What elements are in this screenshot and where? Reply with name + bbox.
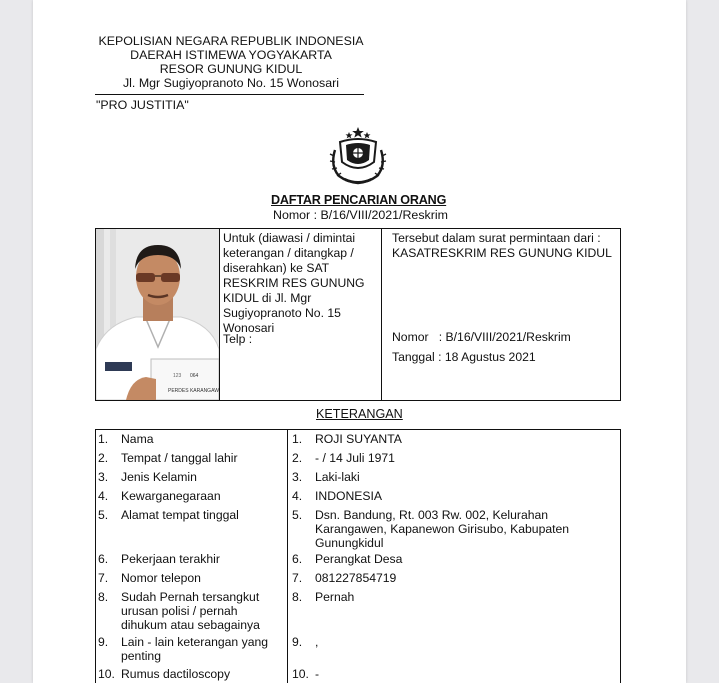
row-value: - / 14 Juli 1971 bbox=[315, 451, 395, 465]
letterhead-address: Jl. Mgr Sugiyopranoto No. 15 Wonosari bbox=[122, 76, 340, 90]
row-number: 6. bbox=[98, 552, 109, 566]
row-value: Dsn. Bandung, Rt. 003 Rw. 002, Kelurahan Karangawen, Kapanewon Girisubo, Kabupaten Gunungkidul bbox=[315, 508, 570, 550]
request-date-label: Tanggal bbox=[392, 350, 435, 364]
row-value: Pernah bbox=[315, 590, 355, 604]
request-date bbox=[392, 350, 536, 364]
document-page bbox=[33, 0, 686, 683]
value-number: 10. bbox=[292, 667, 309, 681]
request-number bbox=[392, 330, 571, 344]
request-date-value: : 18 Agustus 2021 bbox=[438, 350, 536, 364]
row-number: 7. bbox=[98, 571, 109, 585]
request-label: Tersebut dalam surat permintaan dari : bbox=[392, 231, 601, 245]
value-number: 4. bbox=[292, 489, 303, 503]
row-value: - bbox=[315, 667, 320, 681]
letterhead-line-2: DAERAH ISTIMEWA YOGYAKARTA bbox=[130, 48, 332, 62]
value-number: 5. bbox=[292, 508, 303, 522]
value-number: 2. bbox=[292, 451, 303, 465]
value-number: 7. bbox=[292, 571, 303, 585]
request-number-label: Nomor bbox=[392, 330, 429, 344]
request-from: KASATRESKRIM RES GUNUNG KIDUL bbox=[392, 246, 612, 260]
row-label: Nama bbox=[121, 432, 154, 446]
document-number: Nomor : B/16/VIII/2021/Reskrim bbox=[273, 208, 448, 222]
table-column-divider bbox=[287, 430, 288, 683]
row-label: Tempat / tanggal lahir bbox=[121, 451, 238, 465]
row-value: Perangkat Desa bbox=[315, 552, 403, 566]
row-value: Laki-laki bbox=[315, 470, 360, 484]
police-emblem-icon bbox=[325, 126, 391, 186]
row-label: Rumus dactiloscopy bbox=[121, 667, 231, 681]
letterhead-line-1: KEPOLISIAN NEGARA REPUBLIK INDONESIA bbox=[98, 34, 364, 48]
letterhead-divider bbox=[95, 94, 364, 95]
row-label: Lain - lain keterangan yang penting bbox=[121, 635, 269, 663]
row-number: 4. bbox=[98, 489, 109, 503]
row-number: 8. bbox=[98, 590, 109, 604]
instruction-cell bbox=[220, 229, 382, 400]
row-label: Kewarganegaraan bbox=[121, 489, 221, 503]
row-label: Nomor telepon bbox=[121, 571, 201, 585]
value-number: 8. bbox=[292, 590, 303, 604]
row-number: 2. bbox=[98, 451, 109, 465]
row-number: 10. bbox=[98, 667, 115, 681]
value-number: 9. bbox=[292, 635, 303, 649]
row-value: INDONESIA bbox=[315, 489, 383, 503]
pro-justitia-label: "PRO JUSTITIA" bbox=[96, 98, 189, 112]
document-title: DAFTAR PENCARIAN ORANG bbox=[271, 193, 447, 207]
row-label: Jenis Kelamin bbox=[121, 470, 197, 484]
row-label: Alamat tempat tinggal bbox=[121, 508, 239, 522]
row-value: 081227854719 bbox=[315, 571, 397, 585]
letterhead-line-3: RESOR GUNUNG KIDUL bbox=[159, 62, 303, 76]
letterhead bbox=[97, 34, 365, 90]
suspect-photo bbox=[96, 229, 220, 400]
value-number: 3. bbox=[292, 470, 303, 484]
value-number: 1. bbox=[292, 432, 303, 446]
row-label: Sudah Pernah tersangkut urusan polisi / pernah dihukum atau sebagainya bbox=[121, 590, 260, 632]
request-number-value: : B/16/VIII/2021/Reskrim bbox=[438, 330, 571, 344]
instruction-text: Untuk (diawasi / dimintai keterangan / ditangkap / diserahkan) ke SAT RESKRIM RES GUNUNG KIDUL di Jl. Mgr Sugiyopranoto No. 15 Wonosari bbox=[223, 231, 365, 335]
row-number: 5. bbox=[98, 508, 109, 522]
details-table bbox=[95, 429, 621, 683]
row-number: 9. bbox=[98, 635, 109, 649]
row-number: 1. bbox=[98, 432, 109, 446]
name-sign-text: PERDES KARANGAW bbox=[168, 388, 219, 394]
keterangan-heading: KETERANGAN bbox=[316, 407, 403, 421]
row-number: 3. bbox=[98, 470, 109, 484]
badge-code: 064 bbox=[190, 373, 199, 379]
row-label: Pekerjaan terakhir bbox=[121, 552, 220, 566]
suspect-portrait bbox=[96, 229, 219, 400]
telp-label: Telp : bbox=[223, 332, 253, 346]
badge-number: 123 bbox=[173, 373, 182, 379]
value-number: 6. bbox=[292, 552, 303, 566]
row-value: ROJI SUYANTA bbox=[315, 432, 402, 446]
row-value: , bbox=[315, 635, 319, 649]
wanted-info-box bbox=[95, 228, 621, 401]
